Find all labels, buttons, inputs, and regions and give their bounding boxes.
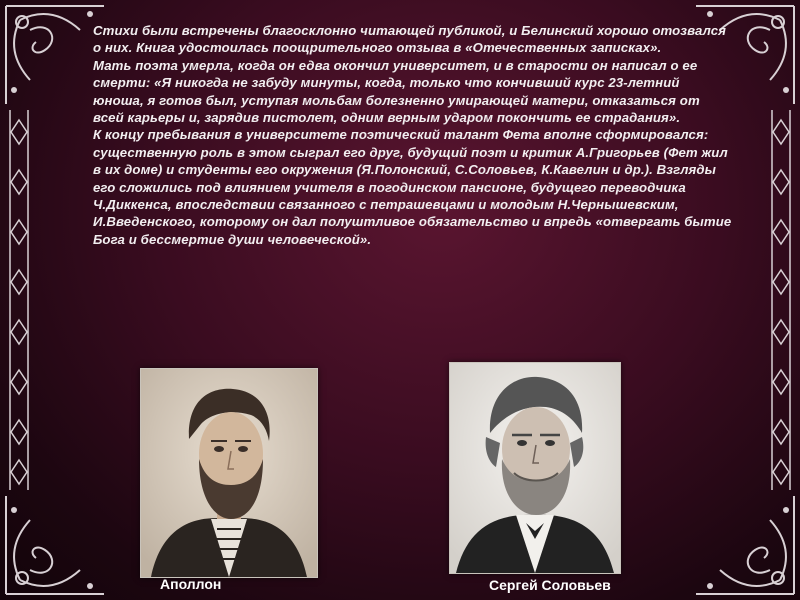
portrait-sergey-solovyov	[449, 362, 621, 574]
paragraph-2: Мать поэта умерла, когда он едва окончил университет, и в старости он написал о ее смерти: «Я никогда не забуду минуты, когда, только что кончивший курс 23-летний юноша, я готов был, уступая мольбам болезненно умирающей матери, отказаться от всей карьеры и, зарядив пистолет, одним верным ударом покончить ее страдания».	[93, 57, 700, 126]
caption-portrait-left: Аполлон	[160, 576, 222, 592]
ornament-side-left	[6, 110, 32, 490]
ornament-corner-bottom-left	[0, 490, 110, 600]
ornament-side-right	[768, 110, 794, 490]
ornament-corner-bottom-right	[690, 490, 800, 600]
paragraph-1: Стихи были встречены благосклонно читающей публикой, и Белинский хорошо отозвался о них. Книга удостоилась поощрительного отзыва в «Отечественных записках».	[93, 23, 727, 56]
caption-portrait-right: Сергей Соловьев	[489, 577, 611, 593]
portrait-apollon	[140, 368, 318, 578]
main-text	[93, 22, 733, 248]
paragraph-3: К концу пребывания в университете поэтический талант Фета вполне сформировался: существенную роль в этом сыграл его друг, будущий поэт и критик А.Григорьев (Фет жил в их доме) и студенты его окружения (Я.Полонский, С.Соловьев, К.Кавелин и др.). Взгляды его сложились под влиянием учителя в погодинском пансионе, будущего переводчика Ч.Диккенса, впоследствии связанного с петрашевцами и молодым Н.Чернышевским, И.Введенского, которому он дал полуштливое обязательство и впредь «отвергать бытие Бога и бессмертие души человеческой».	[93, 127, 732, 247]
